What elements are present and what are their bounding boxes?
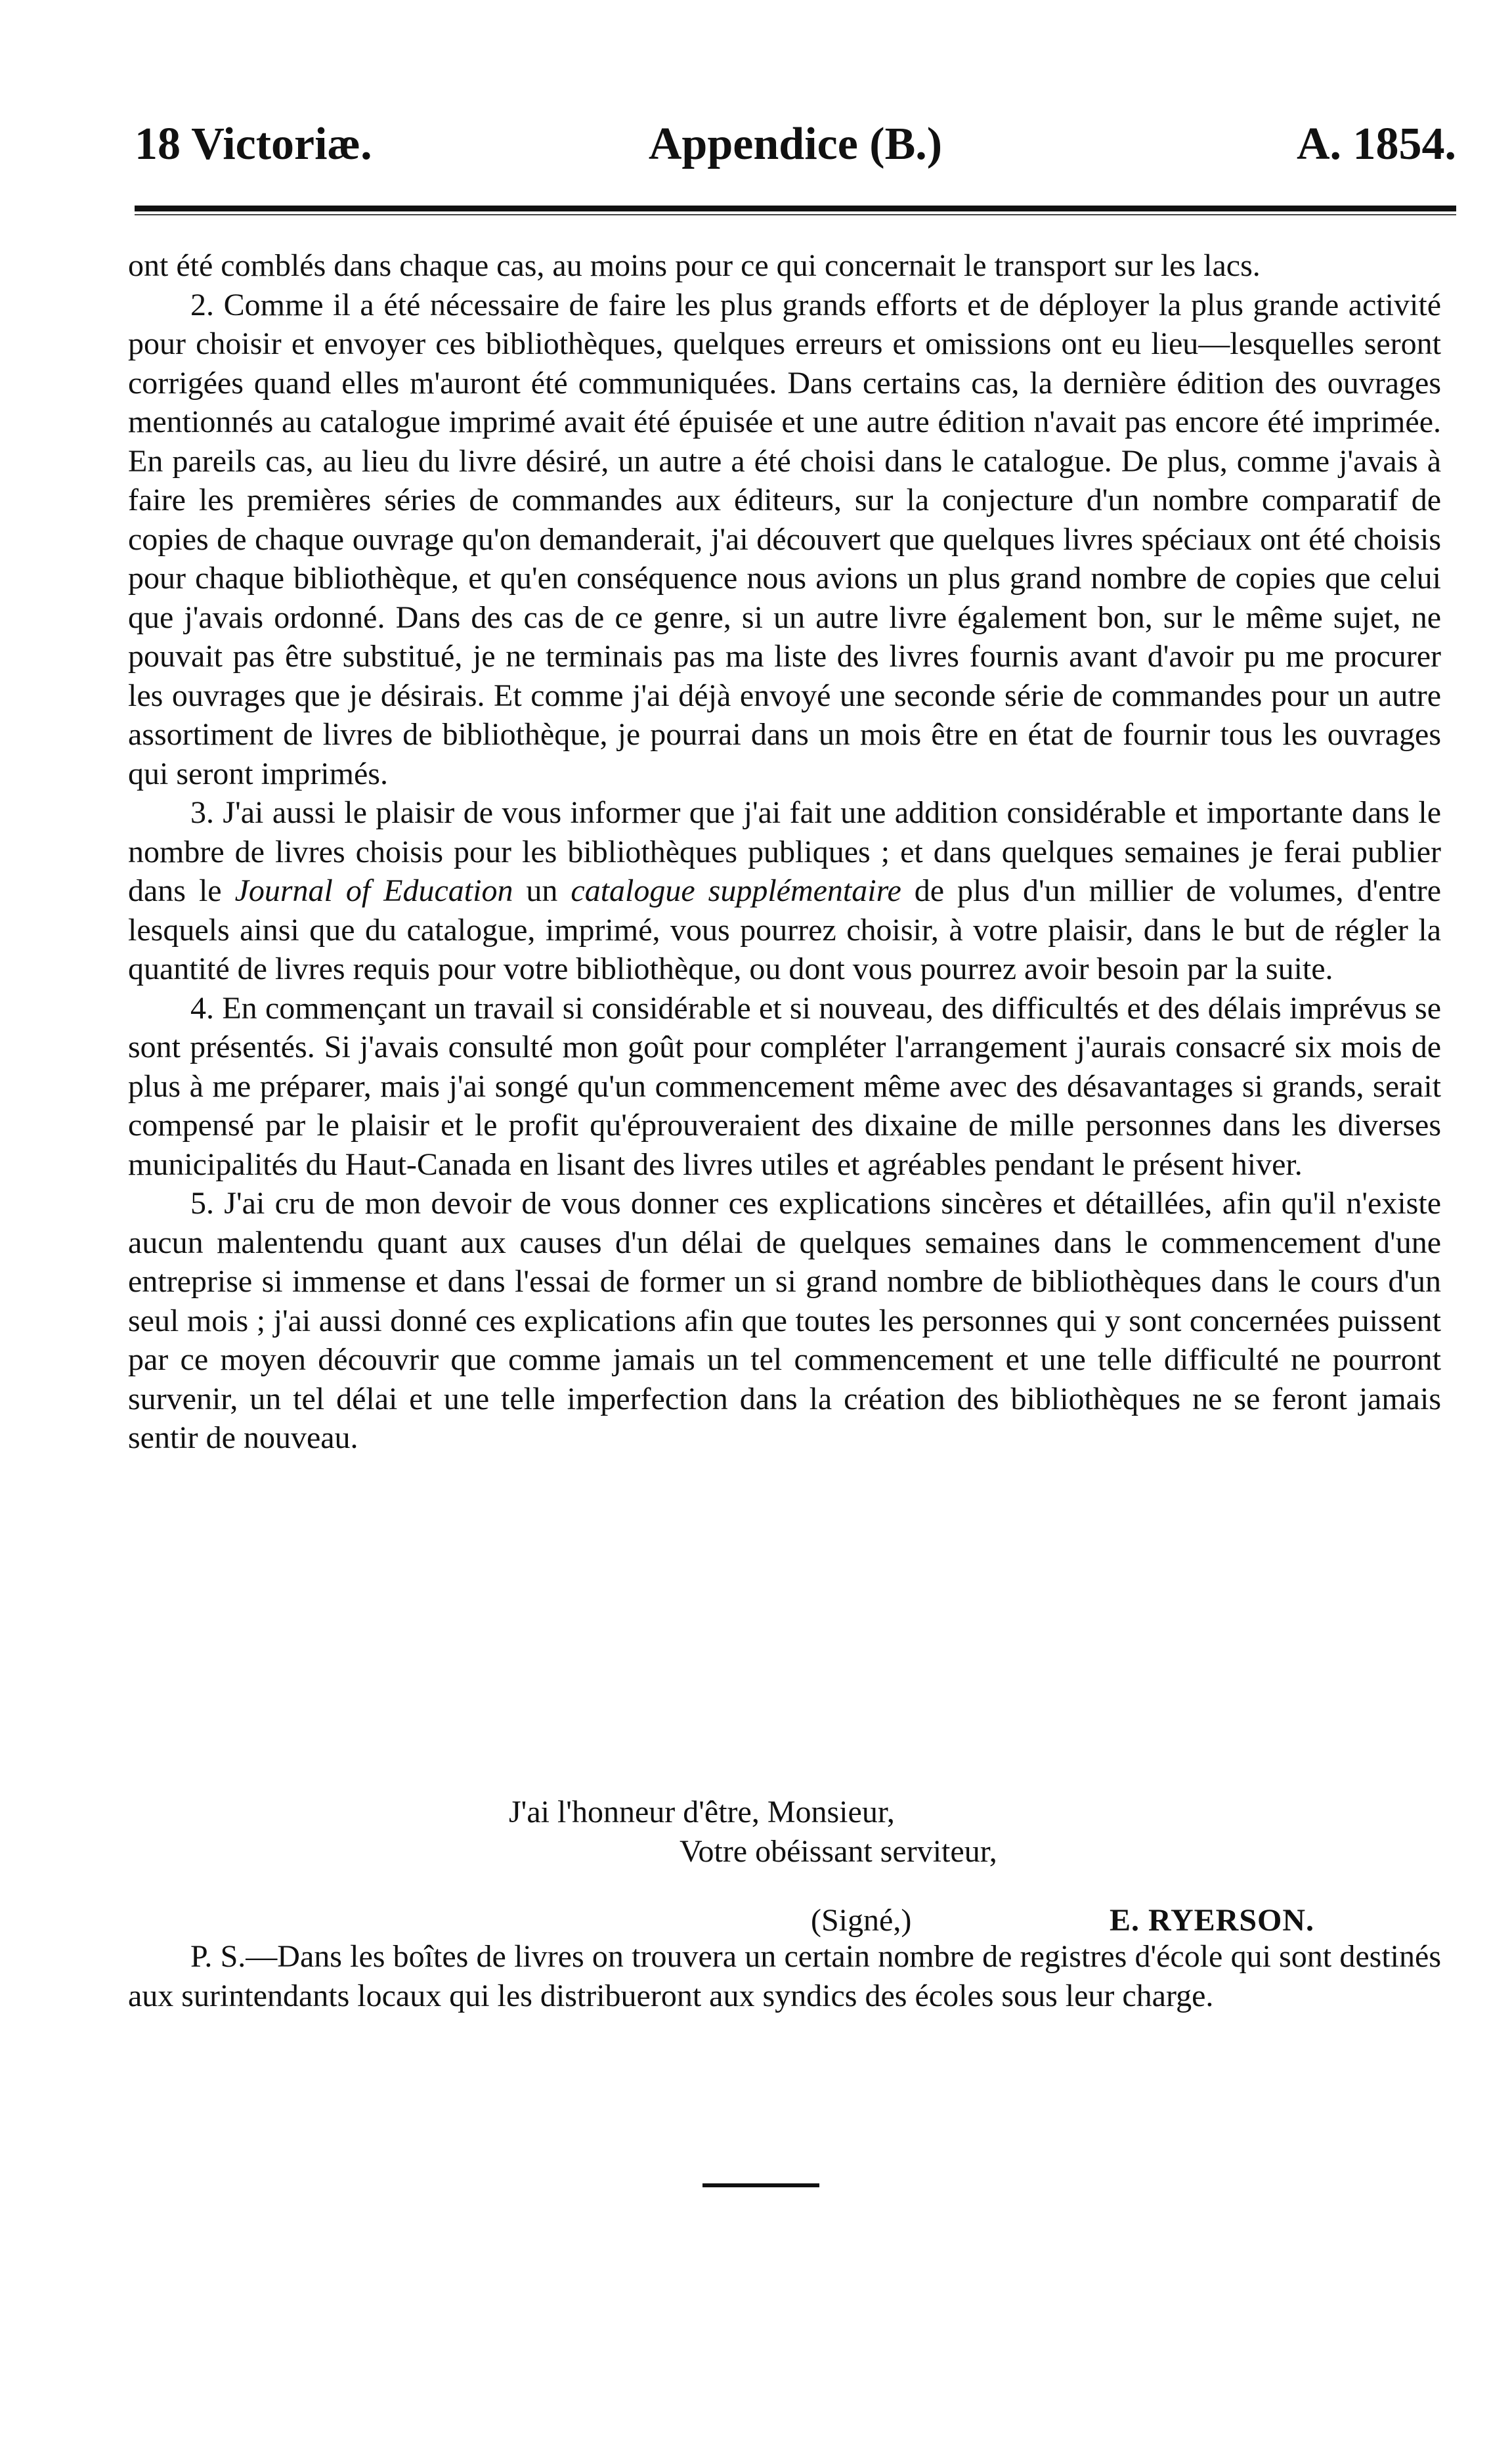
paragraph-2: 2. Comme il a été nécessaire de faire les plus grands efforts et de déployer la plus grande activité pour choisir et envoyer ces bibliothèques, quelques erreurs et omissions ont eu lieu—lesquelles seront corrigées quand elles m'auront été communiquées. Dans certains cas, la dernière édition des ouvrages mentionnés au catalogue imprimé avait été épuisée et une autre édition n'avait pas encore été imprimée. En pareils cas, au lieu du livre désiré, un autre a été choisi dans le catalogue. De plus, comme j'avais à faire les premières séries de commandes aux éditeurs, sur la conjecture d'un nombre comparatif de copies de chaque ouvrage qu'on demanderait, j'ai découvert que quelques livres spéciaux ont été choisis pour chaque bibliothèque, et qu'en conséquence nous avions un plus grand nombre de copies que celui que j'avais ordonné. Dans des cas de ce genre, si un autre livre également bon, sur le même sujet, ne pouvait pas être substitué, je ne terminais pas ma liste des livres fournis avant d'avoir pu me procurer les ouvrages que je désirais. Et comme j'ai déjà envoyé une seconde série de commandes pour un autre assortiment de livres de bibliothèque, je pourrai dans un mois être en état de fournir tous les ouvrages qui seront imprimés. [128, 287, 1441, 791]
signatory-name: E. RYERSON. [1110, 1903, 1315, 1938]
paragraph-continuation: ont été comblés dans chaque cas, au moins pour ce qui concernait le transport sur les lacs. [128, 248, 1261, 283]
letter-closing [128, 1793, 1441, 1947]
paragraph-3-text-a: 3. J'ai aussi le plaisir de vous informer que j'ai fait une addition considérable et importante dans le nombre de livres choisis pour les bibliothèques publiques ; et dans quelques semaines je ferai publier dans le [128, 795, 1441, 908]
journal-title: Journal of Education [234, 873, 513, 908]
end-rule [702, 2183, 819, 2187]
header-year: A. 1854. [1296, 119, 1456, 169]
paragraph-3-text-c: de plus d'un millier de volumes, d'entre lesquels ainsi que du catalogue, imprimé, vous pourrez choisir, à votre plaisir, dans le but de régler la quantité de livres requis pour votre bibliothèque, ou dont vous pourrez avoir besoin par la suite. [128, 873, 1442, 986]
paragraph-3-text-b: un [513, 873, 571, 908]
closing-salutation: J'ai l'honneur d'être, Monsieur, [509, 1795, 895, 1829]
header-appendix: Appendice (B.) [648, 119, 943, 169]
signed-marker: (Signé,) [811, 1903, 912, 1938]
header-rule-thin [135, 214, 1456, 215]
closing-servant: Votre obéissant serviteur, [680, 1834, 997, 1869]
postscript [128, 1937, 1441, 2015]
letter-body [128, 246, 1441, 1458]
header-rule [135, 206, 1456, 211]
page-header [135, 115, 1456, 174]
catalogue-title: catalogue supplémentaire [571, 873, 901, 908]
paragraph-4: 4. En commençant un travail si considérable et si nouveau, des difficultés et des délais imprévus se sont présentés. Si j'avais consulté mon goût pour compléter l'arrangement j'aurais consacré six mois de plus à me préparer, mais j'ai songé qu'un commencement même avec des désavantages si grands, serait compensé par le plaisir et le profit qu'éprouveraient des dixaine de mille personnes dans les diverses municipalités du Haut-Canada en lisant des livres utiles et agréables pendant le présent hiver. [128, 990, 1441, 1182]
header-session: 18 Victoriæ. [135, 119, 372, 169]
paragraph-3 [128, 793, 1441, 989]
paragraph-5: 5. J'ai cru de mon devoir de vous donner ces explications sincères et détaillées, afin qu'il n'existe aucun malentendu quant aux causes d'un délai de quelques semaines dans le commencement d'une entreprise si immense et dans l'essai de former un si grand nombre de bibliothèques dans le cours d'un seul mois ; j'ai aussi donné ces explications afin que toutes les personnes qui y sont concernées puissent par ce moyen découvrir que comme jamais un tel commencement et une telle difficulté ne pourront survenir, un tel délai et une telle imperfection dans la création des bibliothèques ne se feront jamais sentir de nouveau. [128, 1186, 1441, 1455]
postscript-text: P. S.—Dans les boîtes de livres on trouvera un certain nombre de registres d'école qui sont destinés aux surintendants locaux qui les distribueront aux syndics des écoles sous leur charge. [128, 1939, 1441, 2013]
